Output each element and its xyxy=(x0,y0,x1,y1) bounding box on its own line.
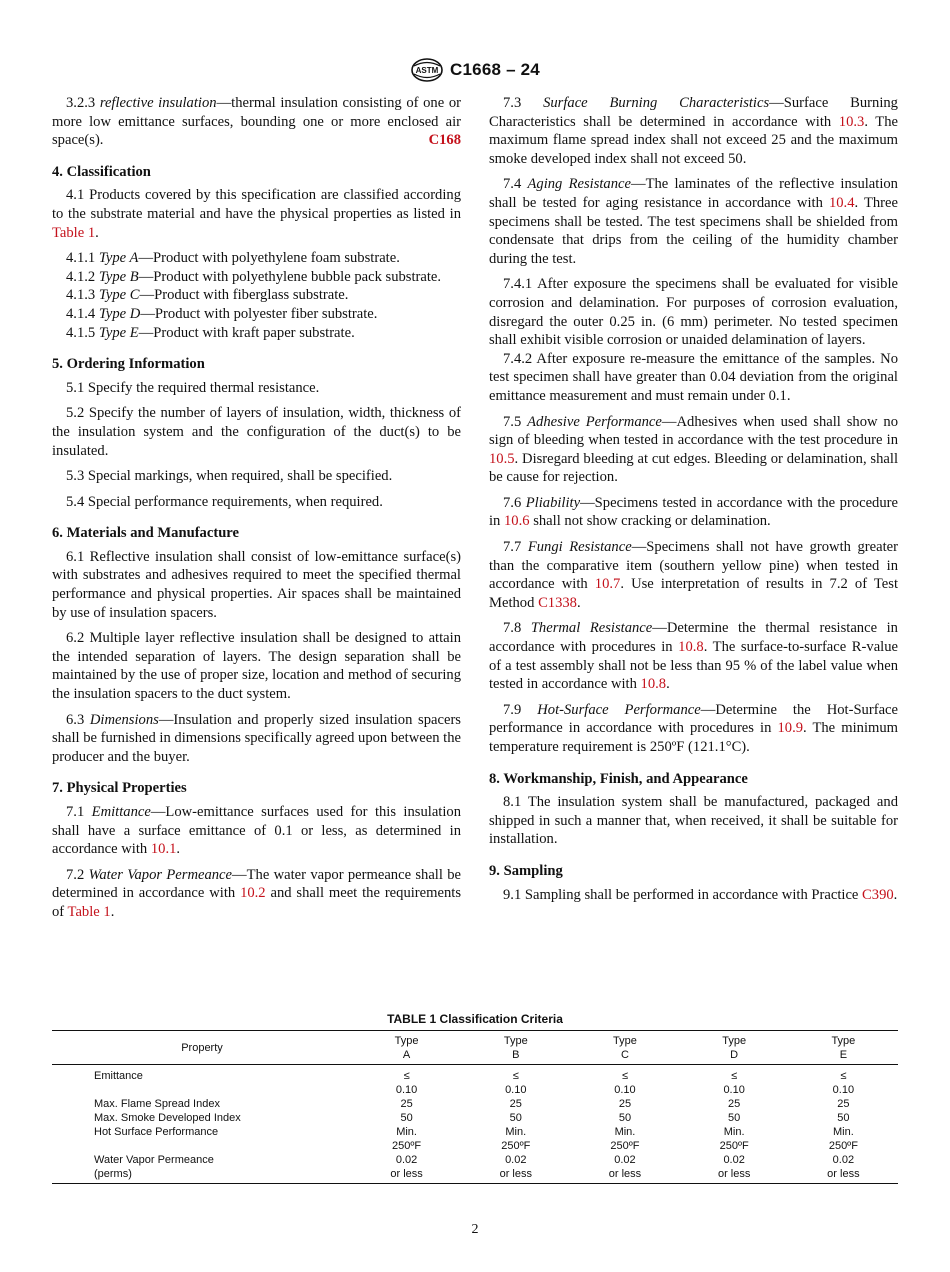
para-6-2: 6.2 Multiple layer reflective insulation shall be designed to attain the intended separation of layers. The design separation shall be maintained by the use of proper size, location and method of securing the insulation spacers to the duct system. xyxy=(52,630,461,703)
table-row xyxy=(52,1111,898,1125)
table-caption: TABLE 1 Classification Criteria xyxy=(387,1012,563,1026)
column-header-property: Property xyxy=(181,1042,223,1054)
table-cell: 50 xyxy=(618,1112,632,1124)
table-cell: 250ºF xyxy=(719,1140,749,1152)
row-label xyxy=(52,1083,352,1097)
section-6-heading: 6. Materials and Manufacture xyxy=(52,525,239,542)
row-label: Max. Smoke Developed Index xyxy=(94,1112,241,1124)
para-3-2-3: 3.2.3 reflective insulation—thermal insulation consisting of one or more low emittance surfaces, bounding one or more enclosed air space(s). C168 xyxy=(52,95,461,149)
column-header-type-b: Type B xyxy=(503,1035,528,1061)
para-7-4-2: 7.4.2 After exposure re-measure the emittance of the samples. No test specimen shall have greater than 0.04 deviation from the original emittance measurement and must remain under 0.1. xyxy=(489,350,898,404)
para-4-1-5: 4.1.5 Type E—Product with kraft paper substrate. xyxy=(66,324,355,341)
table-cell: 50 xyxy=(509,1112,522,1124)
ref-10-2-link[interactable]: 10.2 xyxy=(240,885,266,902)
table-cell: 0.10 xyxy=(395,1084,418,1096)
table-row xyxy=(52,1139,898,1153)
para-9-1: 9.1 Sampling shall be performed in accordance with Practice C390. xyxy=(503,886,898,903)
para-4-1: 4.1 Products covered by this specification are classified according to the substrate material and have the physical properties as listed in Table 1. xyxy=(52,187,461,241)
para-4-1-4: 4.1.4 Type D—Product with polyester fiber substrate. xyxy=(66,305,378,322)
para-7-4: 7.4 Aging Resistance—The laminates of the reflective insulation shall be tested for aging resistance in accordance with 10.4. Three specimens shall be tested. The test specimens shall be shielded from condensate that drips from the ceiling of the humidity chamber during the test. xyxy=(489,176,898,267)
svg-text:ASTM: ASTM xyxy=(415,66,439,75)
para-5-4: 5.4 Special performance requirements, when required. xyxy=(66,493,383,510)
table-cell: 50 xyxy=(728,1112,741,1124)
table-cell: 50 xyxy=(837,1112,850,1124)
table-header-row xyxy=(52,1031,898,1065)
table-cell: 25 xyxy=(728,1098,741,1110)
column-header-type-e: Type E xyxy=(831,1035,856,1061)
ref-10-4-link[interactable]: 10.4 xyxy=(828,194,855,211)
page-header xyxy=(0,55,950,85)
table1-link[interactable]: Table 1 xyxy=(52,224,96,241)
table-cell: or less xyxy=(608,1168,642,1180)
table-cell: 0.02 xyxy=(614,1154,636,1166)
column-header-type-c: Type C xyxy=(613,1035,637,1061)
table-cell: 25 xyxy=(400,1098,413,1110)
para-7-3: 7.3 Surface Burning Characteristics—Surface Burning Characteristics shall be determined in accordance with 10.3. The maximum flame spread index shall not exceed 25 and the maximum smoke developed index shall not exceed 50. xyxy=(489,95,898,167)
ref-c390-link[interactable]: C390 xyxy=(862,886,894,903)
ref-10-5-link[interactable]: 10.5 xyxy=(489,450,515,467)
para-7-5: 7.5 Adhesive Performance—Adhesives when used shall show no sign of bleeding when tested in accordance with the test procedure in 10.5. Disregard bleeding at cut edges. Bleeding or delamination, shall be cause for rejection. xyxy=(489,413,899,486)
para-4-1-1: 4.1.1 Type A—Product with polyethylene foam substrate. xyxy=(66,250,400,267)
left-column xyxy=(52,94,461,929)
table-row xyxy=(52,1097,898,1111)
ref-10-3-link[interactable]: 10.3 xyxy=(838,113,865,130)
table-cell: or less xyxy=(827,1168,860,1180)
table-cell: 0.02 xyxy=(723,1154,745,1166)
ref-10-9-link[interactable]: 10.9 xyxy=(777,720,804,737)
para-7-1: 7.1 Emittance—Low-emittance surfaces used for this insulation shall have a surface emittance of 0.1 or less, as determined in accordance with 10.1. xyxy=(52,804,461,858)
table-cell: 25 xyxy=(509,1098,522,1110)
table-cell: or less xyxy=(717,1168,751,1180)
table-cell: 0.10 xyxy=(614,1084,636,1096)
ref-10-7-link[interactable]: 10.7 xyxy=(594,576,621,593)
para-7-7: 7.7 Fungi Resistance—Specimens shall not have growth greater than the comparative item (southern yellow pine) when tested in accordance with 10.7. Use interpretation of results in 7.2 of Test Method C1338. xyxy=(489,539,899,611)
para-5-3: 5.3 Special markings, when required, shall be specified. xyxy=(66,468,393,485)
table-cell: 50 xyxy=(400,1112,413,1124)
table-cell: Min. xyxy=(832,1126,854,1138)
row-label: Water Vapor Permeance xyxy=(94,1154,214,1166)
row-label: Max. Flame Spread Index xyxy=(94,1098,220,1110)
ref-10-8-link[interactable]: 10.8 xyxy=(678,639,704,656)
table-cell: 25 xyxy=(618,1098,632,1110)
table-row xyxy=(52,1167,898,1184)
table-cell: ≤ xyxy=(840,1070,847,1082)
para-5-1: 5.1 Specify the required thermal resistance. xyxy=(66,379,320,396)
table-cell: or less xyxy=(499,1168,532,1180)
table-cell: Min. xyxy=(505,1126,527,1138)
table-row xyxy=(52,1125,898,1139)
table-cell: Min. xyxy=(723,1126,745,1138)
table-cell: ≤ xyxy=(403,1070,410,1082)
ref-10-1-link[interactable]: 10.1 xyxy=(150,841,177,858)
para-8-1: 8.1 The insulation system shall be manufactured, packaged and shipped in such a manner that, when received, it shall be suitable for installation. xyxy=(489,794,898,848)
ref-10-6-link[interactable]: 10.6 xyxy=(504,513,530,530)
ref-10-8-link-2[interactable]: 10.8 xyxy=(640,676,667,693)
table-cell: or less xyxy=(390,1168,423,1180)
table-cell: ≤ xyxy=(731,1070,738,1082)
row-label: Hot Surface Performance xyxy=(94,1126,219,1138)
table-cell: 0.10 xyxy=(832,1084,855,1096)
page-number: 2 xyxy=(471,1222,479,1237)
table-cell: Min. xyxy=(396,1126,417,1138)
row-label: (perms) xyxy=(94,1168,132,1180)
table-cell: 250ºF xyxy=(392,1140,422,1152)
para-7-4-1: 7.4.1 After exposure the specimens shall be evaluated for visible corrosion and delamination. For purposes of corrosion evaluation, disregard the outer 0.25 in. (6 mm) perimeter. No tested specimen shall exhibit visible corrosion or unaided delamination of layers. xyxy=(489,276,898,349)
row-label: Emittance xyxy=(94,1070,143,1082)
row-label xyxy=(52,1139,352,1153)
right-column xyxy=(489,94,898,911)
table-cell: 0.02 xyxy=(832,1154,855,1166)
table-row xyxy=(52,1153,898,1167)
table-cell: 25 xyxy=(837,1098,850,1110)
table-row xyxy=(52,1083,898,1097)
table1-link[interactable]: Table 1 xyxy=(67,903,111,920)
table-cell: Min. xyxy=(614,1126,636,1138)
para-7-8: 7.8 Thermal Resistance—Determine the thermal resistance in accordance with procedures in 10.8. The surface-to-surface R-value of a test assembly shall not be less than 95 % of the label value when tested in accordance with 10.8. xyxy=(489,620,898,693)
para-4-1-3: 4.1.3 Type C—Product with fiberglass substrate. xyxy=(66,287,349,304)
table-cell: 0.02 xyxy=(505,1154,527,1166)
table-cell: 0.10 xyxy=(505,1084,527,1096)
table-row xyxy=(52,1065,898,1084)
table-cell: 250ºF xyxy=(828,1140,858,1152)
table-cell: 0.02 xyxy=(395,1154,418,1166)
section-8-heading: 8. Workmanship, Finish, and Appearance xyxy=(489,770,748,787)
para-6-3: 6.3 Dimensions—Insulation and properly sized insulation spacers shall be furnished in dimensions specifically agreed upon between the producer and the buyer. xyxy=(52,711,461,765)
astm-logo-icon xyxy=(410,57,444,83)
ref-c168-link[interactable]: C168 xyxy=(428,132,461,149)
document-id: C1668 – 24 xyxy=(450,60,540,79)
para-6-1: 6.1 Reflective insulation shall consist of low-emittance surface(s) with substrates and adhesives required to meet the specified thermal performance and physical properties. Air spaces shall be maintained by use of insulation spacers. xyxy=(52,548,461,621)
column-header-type-d: Type D xyxy=(722,1035,747,1061)
ref-c1338-link[interactable]: C1338 xyxy=(538,594,577,611)
para-7-6: 7.6 Pliability—Specimens tested in accordance with the procedure in 10.6 shall not show cracking or delamination. xyxy=(489,494,898,530)
section-5-heading: 5. Ordering Information xyxy=(52,356,205,373)
para-5-2: 5.2 Specify the number of layers of insulation, width, thickness of the insulation system and the configuration of the duct(s) to be insulated. xyxy=(52,405,461,459)
section-4-heading: 4. Classification xyxy=(52,163,151,180)
table-cell: 0.10 xyxy=(723,1084,745,1096)
para-4-1-2: 4.1.2 Type B—Product with polyethylene bubble pack substrate. xyxy=(66,268,442,285)
section-9-heading: 9. Sampling xyxy=(489,862,563,879)
classification-table xyxy=(52,1030,898,1184)
table-cell: ≤ xyxy=(512,1070,519,1082)
section-7-heading: 7. Physical Properties xyxy=(52,780,187,797)
table-cell: 250ºF xyxy=(610,1140,640,1152)
table-cell: ≤ xyxy=(621,1070,628,1082)
para-7-2: 7.2 Water Vapor Permeance—The water vapor permeance shall be determined in accordance with 10.2 and shall meet the requirements of Table 1. xyxy=(52,866,461,920)
table-cell: 250ºF xyxy=(501,1140,531,1152)
para-7-9: 7.9 Hot-Surface Performance—Determine the Hot-Surface performance in accordance with procedures in 10.9. The minimum temperature requirement is 250ºF (121.1°C). xyxy=(489,701,899,755)
column-header-type-a: Type A xyxy=(394,1035,419,1061)
